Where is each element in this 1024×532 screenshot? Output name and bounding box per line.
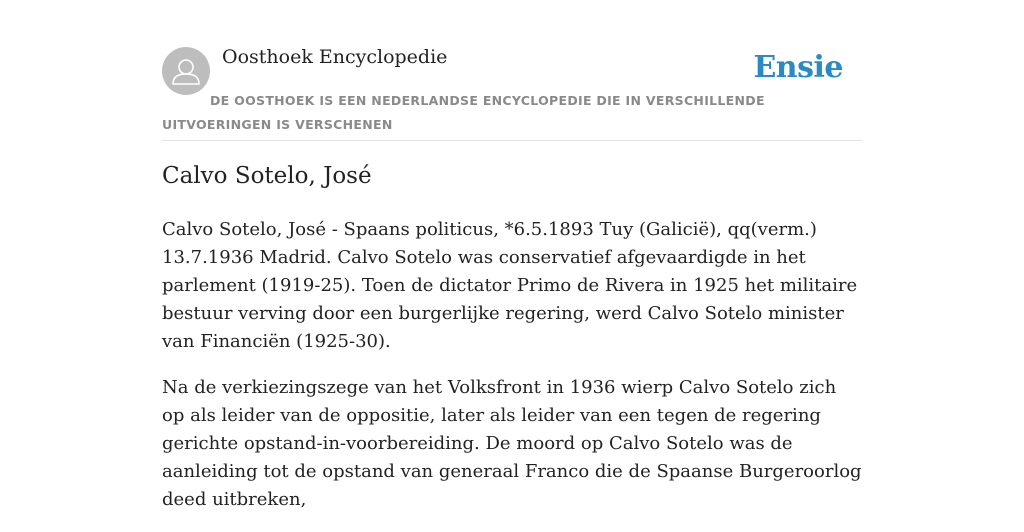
page-container xyxy=(162,0,862,510)
site-tagline: DE OOSTHOEK IS EEN NEDERLANDSE ENCYCLOPEDIE DIE IN VERSCHILLENDE UITVOERINGEN IS VERSCHENEN xyxy=(162,93,765,132)
article-body xyxy=(162,216,862,532)
article-paragraph: Calvo Sotelo, José - Spaans politicus, *6.5.1893 Tuy (Galicië), qq(verm.) 13.7.1936 Madrid. Calvo Sotelo was conservatief afgevaardigde in het parlement (1919-25). Toen de dictator Primo de Rivera in 1925 het militaire bestuur verving door een burgerlijke regering, werd Calvo Sotelo minister van Financiën (1925-30). xyxy=(162,219,858,352)
article-paragraph: Na de verkiezingszege van het Volksfront in 1936 wierp Calvo Sotelo zich op als leider van de oppositie, later als leider van een tegen de regering gerichte opstand-in-voorbereiding. De moord op Calvo Sotelo was de aanleiding tot de opstand van generaal Franco die de Spaanse Burgeroorlog deed uitbreken, xyxy=(162,377,862,510)
user-avatar-icon[interactable] xyxy=(162,47,210,95)
article-title: Calvo Sotelo, José xyxy=(162,163,372,189)
site-name[interactable]: Oosthoek Encyclopedie xyxy=(222,46,448,68)
brand-logo[interactable]: Ensie xyxy=(753,50,843,85)
site-header xyxy=(162,0,862,141)
